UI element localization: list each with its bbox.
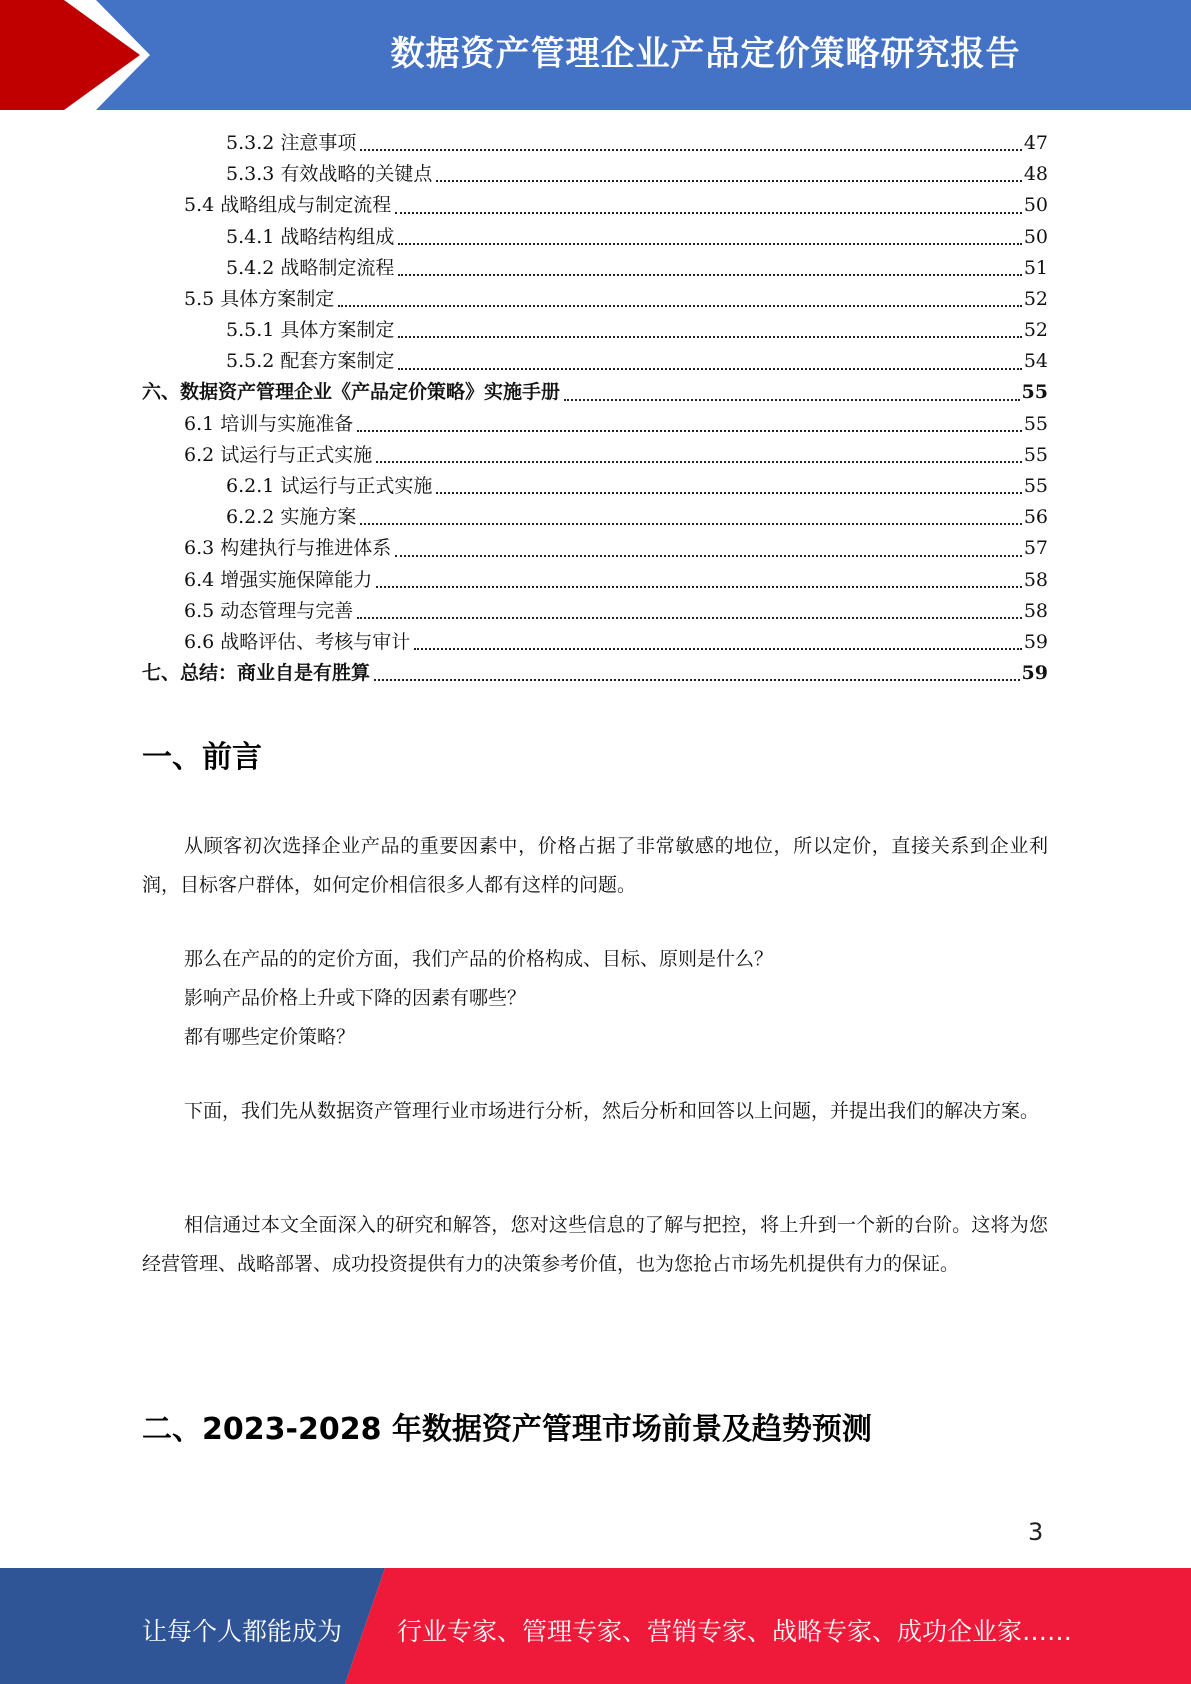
toc-dot-leader [360,149,1021,151]
page-footer [0,1568,1191,1684]
page-header [0,0,1191,110]
toc-entry[interactable] [142,284,1048,315]
table-of-contents [142,128,1048,689]
toc-entry-page: 58 [1023,568,1048,591]
page-number: 3 [1028,1518,1044,1546]
toc-dot-leader [374,679,1020,681]
toc-entry-title: 5.4.1 战略结构组成 [226,225,395,248]
toc-entry-title: 5.5.1 具体方案制定 [226,319,395,342]
preface-paragraph-2: 下面，我们先从数据资产管理行业市场进行分析，然后分析和回答以上问题，并提出我们的解决方案。 [184,1100,1040,1122]
toc-entry[interactable] [142,222,1048,253]
toc-entry-page: 54 [1023,350,1048,373]
toc-entry[interactable] [142,378,1048,409]
section-heading-preface: 一、前言 [142,740,262,775]
toc-dot-leader [338,305,1022,307]
toc-dot-leader [436,492,1021,494]
toc-entry[interactable] [142,190,1048,221]
toc-entry-title: 5.5.2 配套方案制定 [226,350,395,373]
toc-dot-leader [564,399,1020,401]
toc-entry-page: 50 [1023,225,1048,248]
toc-entry-title: 5.3.2 注意事项 [226,131,357,154]
toc-entry[interactable] [142,409,1048,440]
toc-dot-leader [395,212,1022,214]
toc-entry-page: 52 [1023,287,1048,310]
preface-question-1: 那么在产品的的定价方面，我们产品的价格构成、目标、原则是什么？ [184,948,774,970]
toc-entry-page: 58 [1023,599,1048,622]
toc-entry-page: 55 [1023,443,1048,466]
toc-entry-title: 6.3 构建执行与推进体系 [184,537,392,560]
toc-entry[interactable] [142,533,1048,564]
toc-entry[interactable] [142,440,1048,471]
toc-entry-title: 6.2.2 实施方案 [226,506,357,529]
toc-entry[interactable] [142,128,1048,159]
toc-dot-leader [398,274,1021,276]
toc-entry-title: 5.3.3 有效战略的关键点 [226,163,433,186]
toc-entry[interactable] [142,658,1048,689]
preface-question-3: 都有哪些定价策略？ [184,1026,356,1048]
toc-entry-title: 6.2.1 试运行与正式实施 [226,475,433,498]
toc-entry-page: 57 [1023,537,1048,560]
toc-entry-title: 七、总结：商业自是有胜算 [142,662,371,685]
toc-entry-title: 5.4 战略组成与制定流程 [184,194,392,217]
toc-entry[interactable] [142,627,1048,658]
toc-entry-title: 六、数据资产管理企业《产品定价策略》实施手册 [142,381,561,404]
toc-dot-leader [398,336,1021,338]
toc-dot-leader [395,555,1022,557]
footer-slogan-right: 行业专家、管理专家、营销专家、战略专家、成功企业家…… [397,1617,1073,1646]
toc-entry[interactable] [142,253,1048,284]
toc-entry-page: 56 [1023,506,1048,529]
toc-entry-page: 59 [1021,662,1048,685]
footer-slogan-left: 让每个人都能成为 [142,1617,343,1646]
toc-dot-leader [357,617,1022,619]
toc-entry-page: 50 [1023,194,1048,217]
preface-question-2: 影响产品价格上升或下降的因素有哪些？ [184,987,527,1009]
toc-entry[interactable] [142,502,1048,533]
toc-entry-page: 52 [1023,319,1048,342]
toc-entry-page: 51 [1023,256,1048,279]
toc-dot-leader [436,180,1021,182]
toc-entry-page: 48 [1023,163,1048,186]
toc-entry-title: 6.4 增强实施保障能力 [184,568,373,591]
toc-entry[interactable] [142,471,1048,502]
toc-entry-title: 6.5 动态管理与完善 [184,599,354,622]
toc-entry[interactable] [142,596,1048,627]
report-title: 数据资产管理企业产品定价策略研究报告 [390,34,1021,74]
toc-entry[interactable] [142,346,1048,377]
preface-paragraph-3: 相信通过本文全面深入的研究和解答，您对这些信息的了解与把控，将上升到一个新的台阶。这将为您经营管理、战略部署、成功投资提供有力的决策参考价值，也为您抢占市场先机提供有力的保证。 [142,1214,1048,1275]
toc-entry-page: 55 [1021,381,1048,404]
toc-entry-page: 55 [1023,412,1048,435]
toc-entry-page: 55 [1023,475,1048,498]
toc-entry-title: 6.2 试运行与正式实施 [184,443,373,466]
toc-dot-leader [398,243,1021,245]
toc-entry[interactable] [142,159,1048,190]
toc-dot-leader [398,368,1021,370]
toc-entry[interactable] [142,315,1048,346]
toc-dot-leader [376,586,1022,588]
toc-entry-title: 6.1 培训与实施准备 [184,412,354,435]
toc-dot-leader [360,523,1021,525]
toc-entry-title: 5.5 具体方案制定 [184,287,335,310]
toc-entry-title: 6.6 战略评估、考核与审计 [184,630,411,653]
toc-entry-title: 5.4.2 战略制定流程 [226,256,395,279]
toc-dot-leader [357,430,1022,432]
toc-dot-leader [376,461,1022,463]
toc-entry-page: 47 [1023,131,1048,154]
preface-paragraph-1: 从顾客初次选择企业产品的重要因素中，价格占据了非常敏感的地位，所以定价，直接关系到企业利润，目标客户群体，如何定价相信很多人都有这样的问题。 [142,835,1048,896]
section-heading-market-outlook: 二、2023-2028 年数据资产管理市场前景及趋势预测 [142,1412,872,1447]
toc-entry[interactable] [142,565,1048,596]
toc-entry-page: 59 [1023,630,1048,653]
toc-dot-leader [414,648,1022,650]
